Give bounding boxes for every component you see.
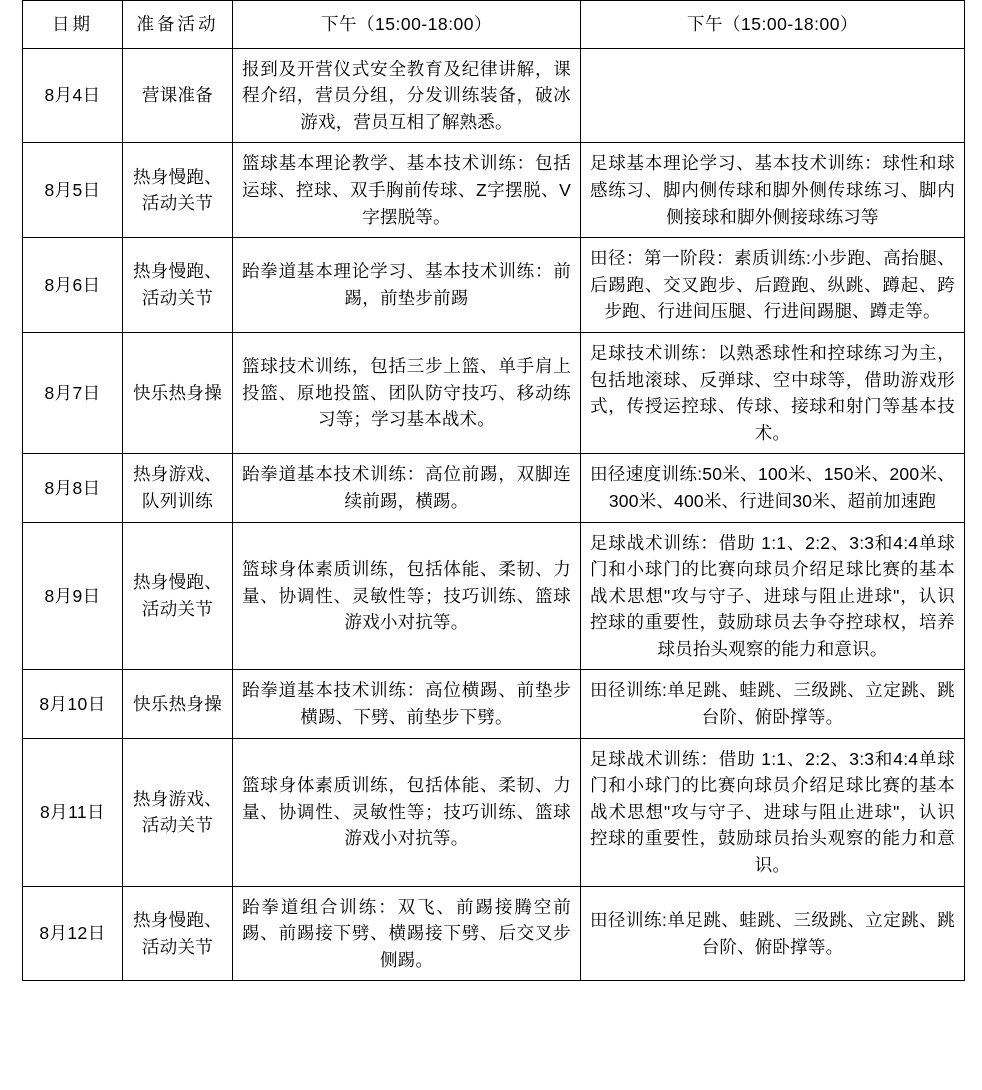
table-body	[23, 48, 965, 981]
cell-afternoon-2: 田径训练:单足跳、蛙跳、三级跳、立定跳、跳台阶、俯卧撑等。	[581, 670, 965, 738]
table-row	[23, 454, 965, 522]
cell-prep: 热身游戏、队列训练	[123, 454, 233, 522]
cell-date: 8月10日	[23, 670, 123, 738]
cell-afternoon-2: 田径：第一阶段：素质训练:小步跑、高抬腿、后踢跑、交叉跑步、后蹬跑、纵跳、蹲起、跨步跑、行进间压腿、行进间踢腿、蹲走等。	[581, 238, 965, 333]
cell-afternoon-1: 篮球身体素质训练，包括体能、柔韧、力量、协调性、灵敏性等；技巧训练、篮球游戏小对抗等。	[233, 738, 581, 886]
cell-date: 8月5日	[23, 143, 123, 238]
table-row	[23, 143, 965, 238]
cell-afternoon-1: 跆拳道基本理论学习、基本技术训练：前踢，前垫步前踢	[233, 238, 581, 333]
cell-afternoon-1: 篮球技术训练，包括三步上篮、单手肩上投篮、原地投篮、团队防守技巧、移动练习等；学习基本战术。	[233, 332, 581, 453]
cell-prep: 快乐热身操	[123, 670, 233, 738]
cell-afternoon-2: 足球基本理论学习、基本技术训练：球性和球感练习、脚内侧传球和脚外侧传球练习、脚内侧接球和脚外侧接球练习等	[581, 143, 965, 238]
cell-date: 8月4日	[23, 48, 123, 143]
column-header-prep: 准备活动	[123, 1, 233, 49]
cell-afternoon-2: 田径训练:单足跳、蛙跳、三级跳、立定跳、跳台阶、俯卧撑等。	[581, 886, 965, 981]
cell-afternoon-2: 田径速度训练:50米、100米、150米、200米、300米、400米、行进间30米、超前加速跑	[581, 454, 965, 522]
cell-afternoon-1: 报到及开营仪式安全教育及纪律讲解，课程介绍，营员分组，分发训练装备，破冰游戏，营员互相了解熟悉。	[233, 48, 581, 143]
training-schedule-table	[22, 0, 965, 981]
cell-prep: 热身慢跑、活动关节	[123, 143, 233, 238]
cell-prep: 快乐热身操	[123, 332, 233, 453]
table-header-row	[23, 1, 965, 49]
cell-date: 8月11日	[23, 738, 123, 886]
cell-prep: 热身游戏、活动关节	[123, 738, 233, 886]
cell-date: 8月9日	[23, 522, 123, 670]
cell-afternoon-2: 足球技术训练：以熟悉球性和控球练习为主，包括地滚球、反弹球、空中球等，借助游戏形式，传授运控球、传球、接球和射门等基本技术。	[581, 332, 965, 453]
cell-afternoon-1: 跆拳道基本技术训练：高位横踢、前垫步横踢、下劈、前垫步下劈。	[233, 670, 581, 738]
cell-prep: 热身慢跑、活动关节	[123, 238, 233, 333]
cell-date: 8月8日	[23, 454, 123, 522]
cell-prep: 热身慢跑、活动关节	[123, 522, 233, 670]
cell-afternoon-2: 足球战术训练：借助 1:1、2:2、3:3和4:4单球门和小球门的比赛向球员介绍足球比赛的基本战术思想"攻与守子、进球与阻止进球"，认识控球的重要性，鼓励球员去争夺控球权，培养球员抬头观察的能力和意识。	[581, 522, 965, 670]
cell-afternoon-1: 篮球身体素质训练，包括体能、柔韧、力量、协调性、灵敏性等；技巧训练、篮球游戏小对抗等。	[233, 522, 581, 670]
cell-afternoon-1: 跆拳道基本技术训练：高位前踢，双脚连续前踢，横踢。	[233, 454, 581, 522]
cell-date: 8月7日	[23, 332, 123, 453]
table-row	[23, 522, 965, 670]
cell-afternoon-2	[581, 48, 965, 143]
cell-date: 8月12日	[23, 886, 123, 981]
table-row	[23, 48, 965, 143]
table-row	[23, 238, 965, 333]
table-row	[23, 670, 965, 738]
table-row	[23, 886, 965, 981]
cell-afternoon-2: 足球战术训练：借助 1:1、2:2、3:3和4:4单球门和小球门的比赛向球员介绍足球比赛的基本战术思想"攻与守子、进球与阻止进球"，认识控球的重要性，鼓励球员抬头观察的能力和意识。	[581, 738, 965, 886]
cell-date: 8月6日	[23, 238, 123, 333]
cell-prep: 热身慢跑、活动关节	[123, 886, 233, 981]
table-header	[23, 1, 965, 49]
column-header-afternoon-2: 下午（15:00-18:00）	[581, 1, 965, 49]
column-header-date: 日期	[23, 1, 123, 49]
table-row	[23, 332, 965, 453]
cell-prep: 营课准备	[123, 48, 233, 143]
cell-afternoon-1: 跆拳道组合训练：双飞、前踢接腾空前踢、前踢接下劈、横踢接下劈、后交叉步侧踢。	[233, 886, 581, 981]
cell-afternoon-1: 篮球基本理论教学、基本技术训练：包括运球、控球、双手胸前传球、Z字摆脱、V字摆脱等。	[233, 143, 581, 238]
column-header-afternoon-1: 下午（15:00-18:00）	[233, 1, 581, 49]
table-row	[23, 738, 965, 886]
